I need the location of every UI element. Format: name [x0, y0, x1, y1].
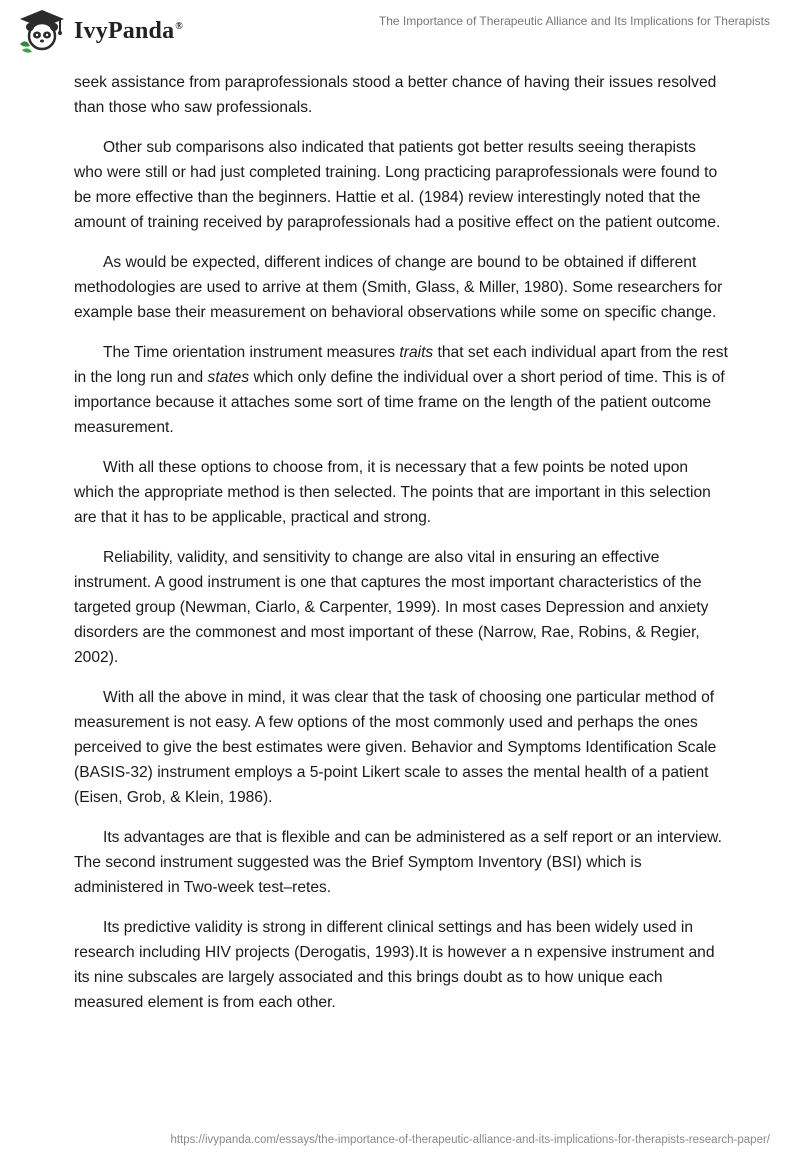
ivypanda-logo[interactable]: [16, 8, 183, 54]
paragraph-2: Other sub comparisons also indicated that patients got better results seeing therapists who were still or had just completed training. Long practicing paraprofessionals were found to be more effective than the beginners. Hattie et al. (1984) review interestingly noted that the amount of training received by paraprofessionals had a positive effect on the patient outcome.: [74, 139, 721, 231]
essay-body: [74, 70, 728, 1030]
paragraph-5: With all these options to choose from, it is necessary that a few points be noted upon which the appropriate method is then selected. The points that are important in this selection are that it has to be applicable, practical and strong.: [74, 459, 711, 526]
document-title: The Importance of Therapeutic Alliance and Its Implications for Therapists: [378, 14, 770, 28]
panda-graduate-icon: [16, 8, 68, 54]
term-states: states: [207, 369, 250, 386]
paragraph-9: Its predictive validity is strong in different clinical settings and has been widely used in research including HIV projects (Derogatis, 1993).It is however a n expensive instrument and its nine subscales are largely associated and this brings doubt as to how unique each measured element is from each other.: [74, 919, 715, 1011]
paragraph-1: seek assistance from paraprofessionals stood a better chance of having their issues resolved than those who saw professionals.: [74, 74, 717, 116]
paragraph-3: As would be expected, different indices of change are bound to be obtained if different methodologies are used to arrive at them (Smith, Glass, & Miller, 1980). Some researchers for example base their measurement on behavioral observations while some on specific change.: [74, 254, 723, 321]
term-traits: traits: [399, 344, 434, 361]
page-header: [0, 0, 800, 64]
source-url-link[interactable]: https://ivypanda.com/essays/the-importance-of-therapeutic-alliance-and-its-implications-for-therapists-research-paper/: [170, 1134, 770, 1146]
paragraph-7: With all the above in mind, it was clear that the task of choosing one particular method of measurement is not easy. A few options of the most commonly used and perhaps the ones perceived to give the best estimates were given. Behavior and Symptoms Identification Scale (BASIS-32) instrument employs a 5-point Likert scale to asses the mental health of a patient (Eisen, Grob, & Klein, 1986).: [74, 689, 717, 806]
paragraph-4: The Time orientation instrument measures traits that set each individual apart from the rest in the long run and states which only define the individual over a short period of time. This is of importance because it attaches some sort of time frame on the length of the patient outcome measurement.: [74, 344, 728, 436]
paragraph-8: Its advantages are that is flexible and can be administered as a self report or an interview. The second instrument suggested was the Brief Symptom Inventory (BSI) which is administered in Two-week test–retes.: [74, 829, 722, 896]
paragraph-6: Reliability, validity, and sensitivity to change are also vital in ensuring an effective instrument. A good instrument is one that captures the most important characteristics of the targeted group (Newman, Ciarlo, & Carpenter, 1999). In most cases Depression and anxiety disorders are the commonest and most important of these (Narrow, Rae, Robins, & Regier, 2002).: [74, 549, 709, 666]
brand-name: IvyPanda®: [74, 17, 183, 44]
